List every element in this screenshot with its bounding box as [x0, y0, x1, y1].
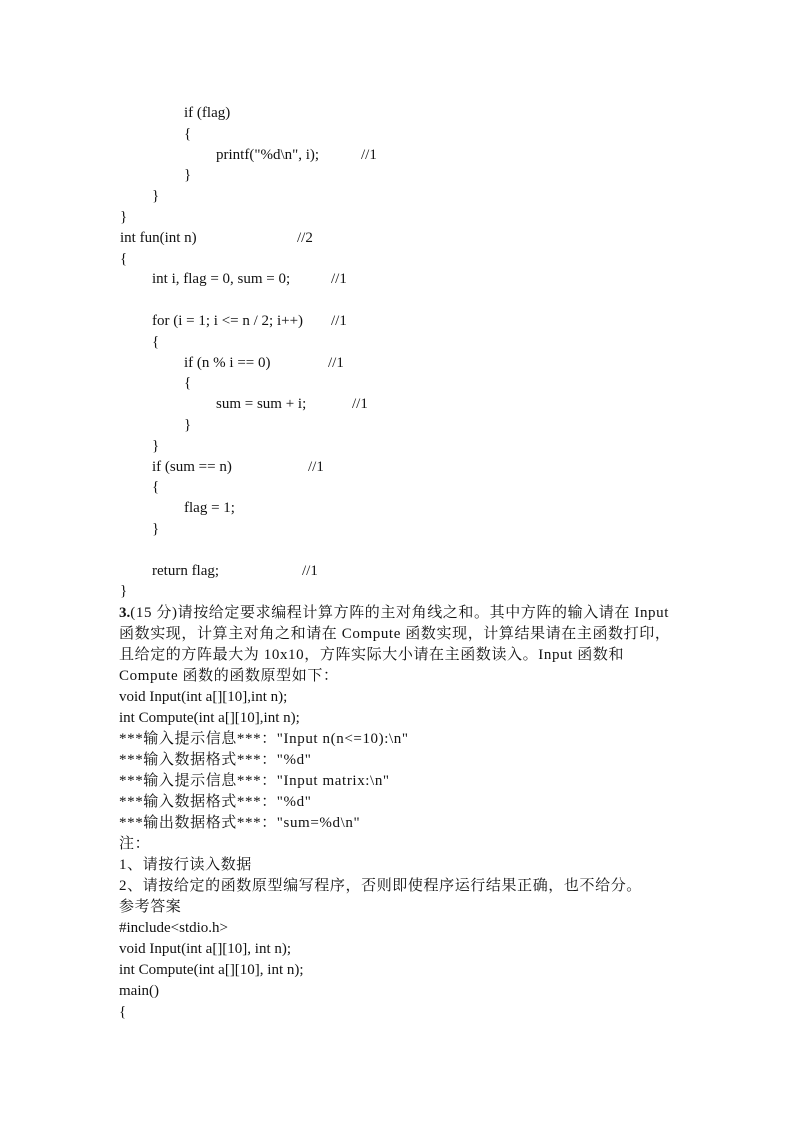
code-line: { [184, 125, 192, 142]
io-spec-line: ***输出数据格式***："sum=%d\n" [119, 815, 361, 831]
io-spec-line: ***输入数据格式***："%d" [119, 794, 312, 810]
question-line [119, 603, 669, 624]
code-line: } [184, 167, 192, 184]
answer-code-line: void Input(int a[][10], int n); [119, 941, 292, 957]
code-line: } [152, 437, 160, 454]
code-line: { [152, 479, 160, 496]
prototype-compute: int Compute(int a[][10],int n); [119, 710, 300, 726]
code-line: { [120, 250, 128, 267]
code-comment: //1 [361, 146, 377, 163]
code-line: { [184, 375, 192, 392]
io-spec-line: ***输入提示信息***："Input n(n<=10):\n" [119, 731, 409, 747]
answer-code-line: int Compute(int a[][10], int n); [119, 962, 304, 978]
io-spec-line: ***输入提示信息***："Input matrix:\n" [119, 773, 390, 789]
code-line: } [120, 209, 128, 225]
question-number: 3. [119, 605, 131, 621]
question-text: (15 分)请按给定要求编程计算方阵的主对角线之和。其中方阵的输入请在 Input [130, 605, 670, 621]
io-spec-line: ***输入数据格式***："%d" [119, 752, 312, 768]
code-line: return flag; [152, 562, 220, 579]
code-comment: //1 [352, 396, 368, 413]
answer-code-line: main() [119, 983, 159, 999]
code-comment: //1 [308, 458, 324, 475]
question-line: 且给定的方阵最大为 10x10，方阵实际大小请在主函数读入。Input 函数和 [119, 647, 625, 663]
code-comment: //1 [331, 313, 347, 329]
code-line: if (sum == n) [152, 458, 232, 475]
code-comment: //2 [297, 229, 313, 246]
code-comment: //1 [331, 271, 347, 288]
code-line: sum = sum + i; [216, 396, 307, 413]
note-item: 2、请按给定的函数原型编写程序，否则即使程序运行结果正确，也不给分。 [119, 878, 642, 894]
code-line: printf("%d\n", i); [216, 146, 320, 163]
note-item: 1、请按行读入数据 [119, 857, 252, 873]
code-line: } [120, 583, 128, 600]
code-comment: //1 [328, 354, 344, 371]
answer-code-line: { [119, 1004, 127, 1020]
code-line: for (i = 1; i <= n / 2; i++) [152, 313, 304, 329]
code-line: } [184, 417, 192, 433]
code-line: if (n % i == 0) [184, 354, 271, 371]
code-line: flag = 1; [184, 500, 235, 517]
code-line: { [152, 333, 160, 350]
answer-code-line: #include<stdio.h> [119, 920, 228, 936]
code-line: int fun(int n) [120, 229, 197, 246]
code-line: } [152, 188, 160, 205]
code-line: if (flag) [184, 105, 231, 121]
note-title: 注： [119, 836, 151, 852]
question-line: 函数实现，计算主对角之和请在 Compute 函数实现，计算结果请在主函数打印， [119, 626, 671, 642]
question-line: Compute 函数的函数原型如下： [119, 668, 339, 684]
code-line: } [152, 521, 160, 537]
answer-title: 参考答案 [119, 899, 182, 915]
prototype-input: void Input(int a[][10],int n); [119, 689, 288, 705]
code-comment: //1 [302, 562, 318, 579]
code-line: int i, flag = 0, sum = 0; [152, 271, 291, 288]
